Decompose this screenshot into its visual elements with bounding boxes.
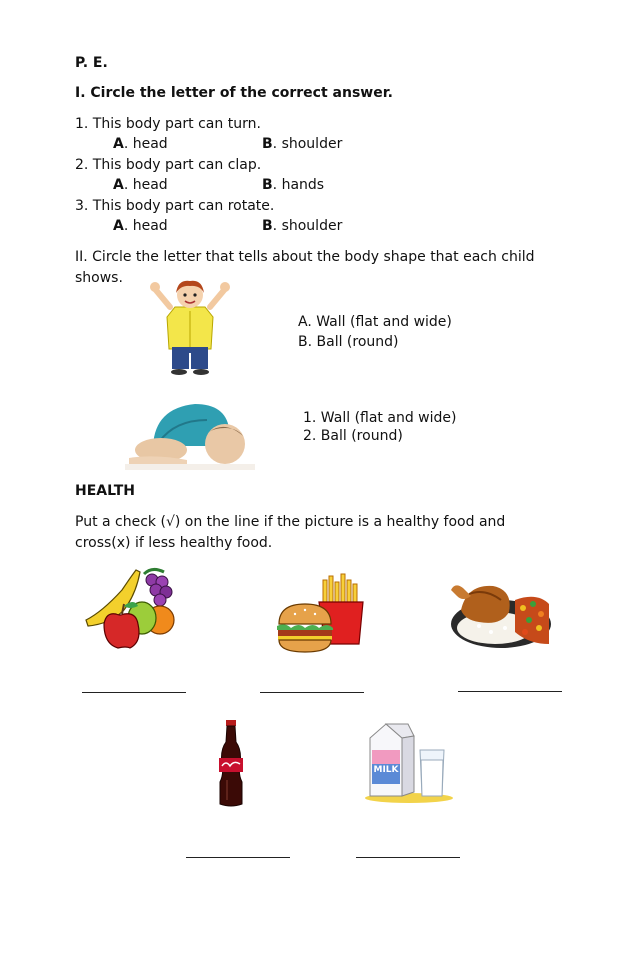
answer-line-burger[interactable] xyxy=(260,692,364,693)
burger-fries-icon xyxy=(275,572,367,656)
item1-option-a[interactable]: A. Wall (flat and wide) xyxy=(298,314,452,330)
child-ball-shape-icon xyxy=(125,398,255,470)
fruits-icon xyxy=(82,568,180,652)
subject-title: P. E. xyxy=(75,55,108,71)
part2-instruction-line2: shows. xyxy=(75,270,123,286)
answer-line-cola[interactable] xyxy=(186,857,290,858)
q2-option-a[interactable]: A. head xyxy=(113,177,168,193)
answer-line-chicken[interactable] xyxy=(458,691,562,692)
milk-label: MILK xyxy=(373,765,399,775)
chicken-rice-icon xyxy=(445,574,551,648)
health-instruction-line1: Put a check (√) on the line if the picture is a healthy food and xyxy=(75,514,506,530)
health-instruction-line2: cross(x) if less healthy food. xyxy=(75,535,273,551)
question-1: 1. This body part can turn. xyxy=(75,116,261,132)
item2-option-2[interactable]: 2. Ball (round) xyxy=(303,428,403,444)
part2-instruction-line1: II. Circle the letter that tells about the body shape that each child xyxy=(75,249,535,265)
question-2: 2. This body part can clap. xyxy=(75,157,262,173)
part1-instruction: I. Circle the letter of the correct answer. xyxy=(75,85,393,101)
item1-option-b[interactable]: B. Ball (round) xyxy=(298,334,399,350)
child-wall-shape-icon xyxy=(145,277,235,377)
item2-option-1[interactable]: 1. Wall (flat and wide) xyxy=(303,410,457,426)
answer-line-milk[interactable] xyxy=(356,857,460,858)
question-3: 3. This body part can rotate. xyxy=(75,198,275,214)
q3-option-b[interactable]: B. shoulder xyxy=(262,218,343,234)
milk-carton-icon xyxy=(364,720,454,802)
q1-option-b[interactable]: B. shoulder xyxy=(262,136,343,152)
q1-option-a[interactable]: A. head xyxy=(113,136,168,152)
health-title: HEALTH xyxy=(75,483,135,499)
q2-option-b[interactable]: B. hands xyxy=(262,177,325,193)
q3-option-a[interactable]: A. head xyxy=(113,218,168,234)
answer-line-fruits[interactable] xyxy=(82,692,186,693)
cola-bottle-icon xyxy=(216,720,246,808)
